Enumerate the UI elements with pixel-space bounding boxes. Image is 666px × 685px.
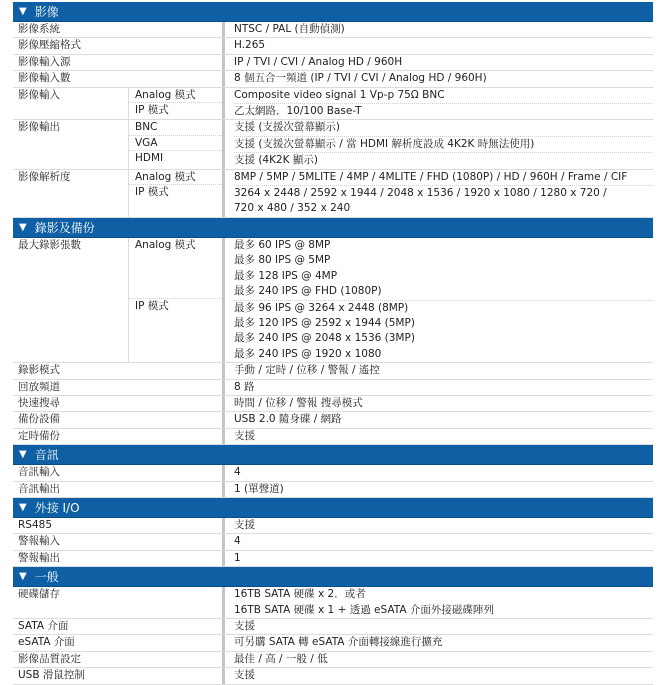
spec-value-column	[222, 120, 653, 168]
spec-row	[13, 412, 653, 428]
spec-value: 4	[234, 466, 241, 479]
spec-row	[13, 534, 653, 550]
spec-value-group	[234, 170, 653, 186]
spec-value-column	[222, 363, 653, 378]
spec-value: 最多 240 IPS @ 1920 x 1080	[234, 347, 382, 360]
spec-value-group	[234, 88, 653, 104]
spec-value: 4	[234, 535, 241, 548]
spec-label: RS485	[18, 518, 53, 531]
spec-value-column	[222, 551, 653, 566]
spec-label: 回放頻道	[18, 380, 60, 393]
spec-value-column	[222, 668, 653, 683]
spec-row	[13, 551, 653, 567]
triangle-down-icon[interactable]: ▼	[19, 449, 27, 461]
spec-value-column	[222, 71, 653, 86]
spec-value: 支援 (支援次螢幕顯示)	[234, 121, 341, 134]
spec-label: 最大錄影張數	[18, 238, 81, 251]
spec-value: 8MP / 5MP / 5MLITE / 4MP / 4MLITE / FHD (1080P) / HD / 960H / Frame / CIF	[234, 170, 628, 183]
spec-label: 影像品質設定	[18, 652, 81, 665]
section-title: 影像	[34, 5, 59, 19]
spec-value-column	[222, 380, 653, 395]
section-header[interactable]	[13, 498, 653, 518]
spec-sublabel-column	[128, 170, 222, 217]
spec-value-column	[222, 412, 653, 427]
spec-label: 影像系統	[18, 23, 60, 35]
spec-value: 支援	[234, 429, 255, 442]
spec-value-group	[234, 186, 653, 217]
spec-value-column	[222, 652, 653, 667]
spec-row	[13, 88, 653, 121]
spec-value: H.265	[234, 39, 266, 52]
spec-label: 音訊輸入	[18, 466, 60, 479]
spec-row	[13, 465, 653, 481]
section-header[interactable]	[13, 218, 653, 238]
spec-value-column	[222, 619, 653, 634]
spec-label: 備份設備	[18, 413, 60, 426]
spec-value-group	[234, 137, 653, 153]
spec-sublabel: BNC	[129, 120, 222, 135]
spec-row	[13, 635, 653, 651]
spec-sublabel-column	[128, 238, 222, 362]
spec-value: 支援 (4K2K 顯示)	[234, 154, 318, 167]
spec-label: 影像輸入源	[18, 55, 71, 68]
triangle-down-icon[interactable]: ▼	[19, 221, 27, 233]
spec-label: USB 滑鼠控制	[18, 669, 85, 682]
spec-row	[13, 363, 653, 379]
spec-sublabel: IP 模式	[135, 186, 169, 199]
spec-value: 可另購 SATA 轉 eSATA 介面轉接線進行擴充	[234, 636, 443, 649]
spec-label: 錄影模式	[18, 364, 60, 377]
spec-value: IP / TVI / CVI / Analog HD / 960H	[234, 55, 403, 68]
spec-value: 最多 120 IPS @ 2592 x 1944 (5MP)	[234, 316, 415, 329]
spec-row	[13, 619, 653, 635]
spec-value: 最多 60 IPS @ 8MP	[234, 238, 331, 251]
section-header[interactable]	[13, 445, 653, 465]
spec-row	[13, 482, 653, 498]
spec-sublabel: VGA	[129, 136, 222, 151]
triangle-down-icon[interactable]: ▼	[19, 501, 27, 513]
spec-value-group	[234, 120, 653, 136]
spec-value: 手動 / 定時 / 位移 / 警報 / 遙控	[234, 364, 380, 377]
spec-value-column	[222, 88, 653, 120]
spec-row	[13, 238, 653, 363]
spec-value: 最多 128 IPS @ 4MP	[234, 269, 338, 282]
section-title: 外接 I/O	[34, 500, 80, 515]
spec-sublabel: IP 模式	[135, 104, 169, 117]
spec-value-column	[222, 534, 653, 549]
section-title: 音訊	[34, 448, 59, 463]
section-header[interactable]	[13, 2, 653, 22]
spec-label: 影像輸出	[18, 121, 60, 134]
spec-sublabel: IP 模式	[135, 300, 169, 313]
spec-value-column	[222, 238, 653, 362]
section-header[interactable]	[13, 567, 653, 587]
spec-value-column	[222, 55, 653, 70]
spec-row	[13, 518, 653, 534]
spec-value: USB 2.0 隨身碟 / 網路	[234, 413, 342, 426]
spec-value-column	[222, 170, 653, 217]
spec-value: 時間 / 位移 / 警報 搜尋模式	[234, 396, 363, 409]
spec-sublabel-column	[128, 88, 222, 120]
spec-label: 警報輸出	[18, 551, 60, 564]
spec-value: 1 (單聲道)	[234, 482, 284, 495]
spec-sublabel: Analog 模式	[129, 88, 222, 103]
spec-value-column	[222, 518, 653, 533]
spec-value: 支援	[234, 620, 255, 632]
spec-value-column	[222, 587, 653, 618]
spec-label: 硬碟儲存	[18, 588, 60, 601]
spec-row	[13, 38, 653, 54]
spec-value-column	[222, 465, 653, 480]
spec-value-column	[222, 22, 653, 37]
spec-label: 音訊輸出	[18, 482, 60, 495]
spec-value: 8 個五合一頻道 (IP / TVI / CVI / Analog HD / 960H)	[234, 72, 487, 85]
spec-value-column	[222, 635, 653, 650]
spec-value: 16TB SATA 硬碟 x 2．或者	[234, 588, 366, 601]
spec-value: NTSC / PAL (自動偵測)	[234, 23, 345, 35]
spec-label: 影像壓縮格式	[18, 39, 81, 52]
spec-row	[13, 587, 653, 619]
spec-value: 支援 (支援次螢幕顯示 / 當 HDMI 解析度設成 4K2K 時無法使用)	[234, 137, 535, 150]
spec-row	[13, 380, 653, 396]
spec-row	[13, 396, 653, 412]
spec-value: 1	[234, 551, 241, 564]
spec-row	[13, 120, 653, 169]
spec-label: 影像輸入數	[18, 72, 71, 85]
spec-row	[13, 668, 653, 684]
spec-value: 最多 80 IPS @ 5MP	[234, 254, 331, 267]
triangle-down-icon[interactable]: ▼	[19, 6, 27, 17]
spec-row	[13, 71, 653, 87]
spec-value-group	[234, 153, 653, 168]
spec-label: 定時備份	[18, 429, 60, 442]
spec-label: 快速搜尋	[18, 396, 60, 409]
spec-value: 最多 240 IPS @ FHD (1080P)	[234, 285, 382, 298]
spec-value-group	[234, 104, 653, 119]
spec-value: 支援	[234, 669, 255, 682]
spec-sublabel: Analog 模式	[129, 170, 222, 185]
spec-value: 最多 240 IPS @ 2048 x 1536 (3MP)	[234, 332, 415, 345]
spec-label: 影像輸入	[18, 88, 60, 101]
spec-value-group	[234, 238, 653, 301]
spec-sublabel-column	[128, 120, 222, 168]
spec-row	[13, 55, 653, 71]
spec-value: 乙太網路．10/100 Base-T	[234, 105, 362, 118]
spec-value: 支援	[234, 518, 255, 531]
spec-value-column	[222, 482, 653, 497]
triangle-down-icon[interactable]: ▼	[19, 571, 27, 583]
spec-value-column	[222, 396, 653, 411]
spec-value: 最多 96 IPS @ 3264 x 2448 (8MP)	[234, 301, 409, 314]
spec-label: eSATA 介面	[18, 636, 75, 649]
spec-value-column	[222, 38, 653, 53]
spec-table	[13, 2, 653, 685]
spec-value: 720 x 480 / 352 x 240	[234, 202, 351, 215]
spec-row	[13, 22, 653, 38]
spec-value: 8 路	[234, 380, 255, 393]
spec-label: SATA 介面	[18, 620, 69, 632]
spec-value-column	[222, 429, 653, 444]
spec-value: 最佳 / 高 / 一般 / 低	[234, 652, 328, 665]
section-title: 錄影及備份	[34, 220, 95, 235]
spec-label: 影像解析度	[18, 170, 71, 183]
spec-sublabel: HDMI	[135, 152, 164, 165]
spec-value: 16TB SATA 硬碟 x 1 + 透過 eSATA 介面外接磁碟陣列	[234, 603, 494, 616]
spec-row	[13, 170, 653, 218]
spec-value: 3264 x 2448 / 2592 x 1944 / 2048 x 1536 / 1920 x 1080 / 1280 x 720 /	[234, 187, 607, 200]
spec-sublabel: Analog 模式	[129, 238, 222, 300]
spec-value-group	[234, 301, 653, 363]
spec-label: 警報輸入	[18, 535, 60, 548]
spec-row	[13, 429, 653, 445]
section-title: 一般	[34, 570, 59, 585]
spec-value: Composite video signal 1 Vp-p 75Ω BNC	[234, 88, 445, 101]
